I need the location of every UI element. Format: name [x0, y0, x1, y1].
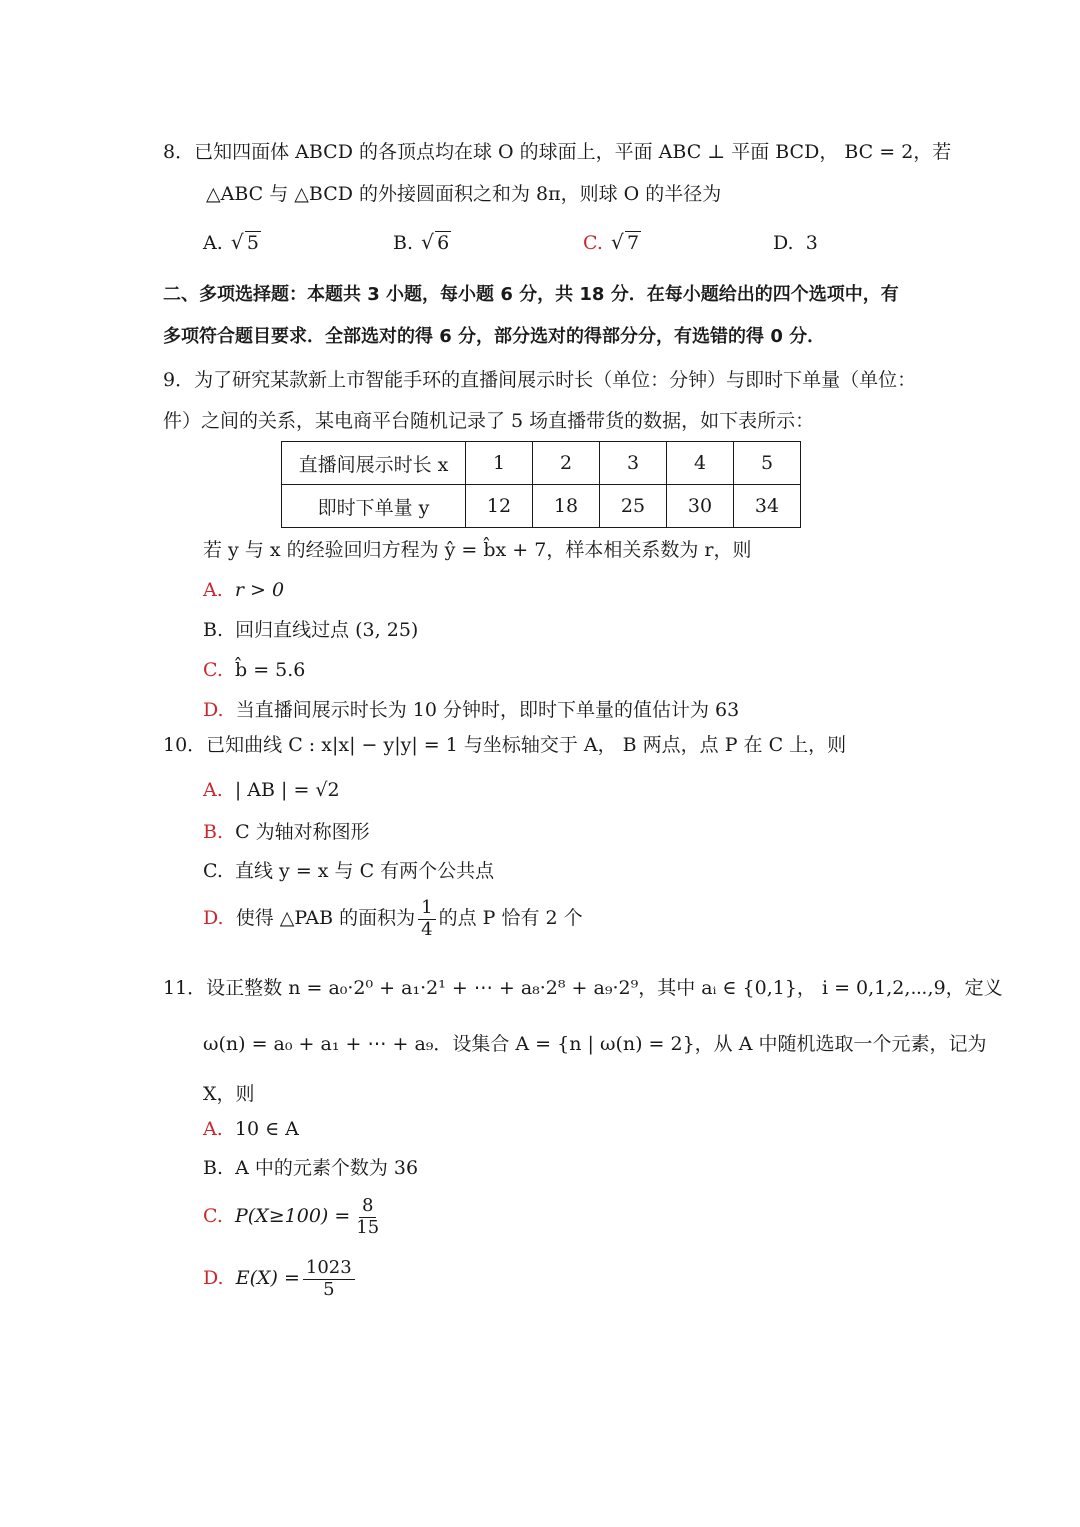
q9-line2: 件）之间的关系，某电商平台随机记录了 5 场直播带货的数据，如下表所示： — [163, 410, 815, 432]
q10-stem: 10．已知曲线 C : x|x| − y|y| = 1 与坐标轴交于 A， B 两点，点 P 在 C 上，则 — [163, 734, 847, 756]
section2-line2: 多项符合题目要求．全部选对的得 6 分，部分选对的得部分分，有选错的得 0 分． — [163, 326, 826, 347]
q9-option-a: A. r > 0 — [203, 579, 285, 601]
q9-line1: 9．为了研究某款新上市智能手环的直播间展示时长（单位：分钟）与即时下单量（单位： — [163, 369, 917, 391]
q11-line1: 11．设正整数 n = a₀·2⁰ + a₁·2¹ + ⋯ + a₈·2⁸ + a₉·2⁹，其中 aᵢ ∈ {0,1}， i = 0,1,2,⋯,9，定义 — [163, 977, 1003, 999]
q11-line3: X，则 — [203, 1083, 255, 1105]
table-cell: 2 — [533, 442, 600, 485]
table-cell: 34 — [734, 485, 801, 528]
q9-data-table — [281, 441, 801, 528]
q11-option-c: C. P(X≥100) = $\frac{8}{15}$ — [203, 1196, 385, 1238]
q11-option-b: B. A 中的元素个数为 36 — [203, 1157, 419, 1179]
section2-line1: 二、多项选择题：本题共 3 小题，每小题 6 分，共 18 分．在每小题给出的四个选项中，有 — [163, 284, 899, 305]
table-cell: 5 — [734, 442, 801, 485]
table-cell: 30 — [667, 485, 734, 528]
table-cell: 即时下单量 y — [282, 485, 466, 528]
fraction: $\frac{1023}{5}$ — [303, 1258, 355, 1300]
q11-line2: ω(n) = a₀ + a₁ + ⋯ + a₉．设集合 A = {n | ω(n) = 2}，从 A 中随机选取一个元素，记为 — [203, 1033, 987, 1055]
table-cell: 1 — [466, 442, 533, 485]
table-cell: 直播间展示时长 x — [282, 442, 466, 485]
q10-option-d: D. 使得 △PAB 的面积为 $\frac{1}{4}$ 的点 P 恰有 2 个 — [203, 897, 583, 940]
q10-option-a: A. | AB | = √2 — [203, 779, 340, 801]
q10-option-c: C. 直线 y = x 与 C 有两个公共点 — [203, 860, 495, 882]
fraction: $\frac{8}{15}$ — [356, 1195, 380, 1238]
table-row — [282, 485, 801, 528]
table-cell: 12 — [466, 485, 533, 528]
q8-line1: 8．已知四面体 ABCD 的各顶点均在球 O 的球面上，平面 ABC ⊥ 平面 BCD， BC = 2，若 — [163, 141, 952, 163]
q10-option-b: B. C 为轴对称图形 — [203, 821, 370, 843]
q9-option-d: D. 当直播间展示时长为 10 分钟时，即时下单量的值估计为 63 — [203, 699, 740, 721]
q8-line2: △ABC 与 △BCD 的外接圆面积之和为 8π，则球 O 的半径为 — [206, 183, 722, 205]
q8-option-a: A. √ 5 — [203, 232, 261, 255]
q8-option-d: D. 3 — [773, 232, 818, 254]
q9-option-b: B. 回归直线过点 (3, 25) — [203, 619, 419, 641]
q11-option-d: D. E(X) = $\frac{1023}{5}$ — [203, 1258, 358, 1300]
table-cell: 18 — [533, 485, 600, 528]
q8-option-c: C. √ 7 — [583, 232, 641, 255]
table-cell: 3 — [600, 442, 667, 485]
q11-option-a: A. 10 ∈ A — [203, 1118, 299, 1140]
q9-option-c: C. b̂ = 5.6 — [203, 659, 306, 681]
table-cell: 4 — [667, 442, 734, 485]
table-cell: 25 — [600, 485, 667, 528]
fraction: $\frac{1}{4}$ — [418, 898, 435, 940]
table-row — [282, 442, 801, 485]
q8-option-b: B. √ 6 — [393, 232, 451, 255]
q9-stem: 若 y 与 x 的经验回归方程为 ŷ = b̂x + 7，样本相关系数为 r，则 — [203, 539, 752, 561]
